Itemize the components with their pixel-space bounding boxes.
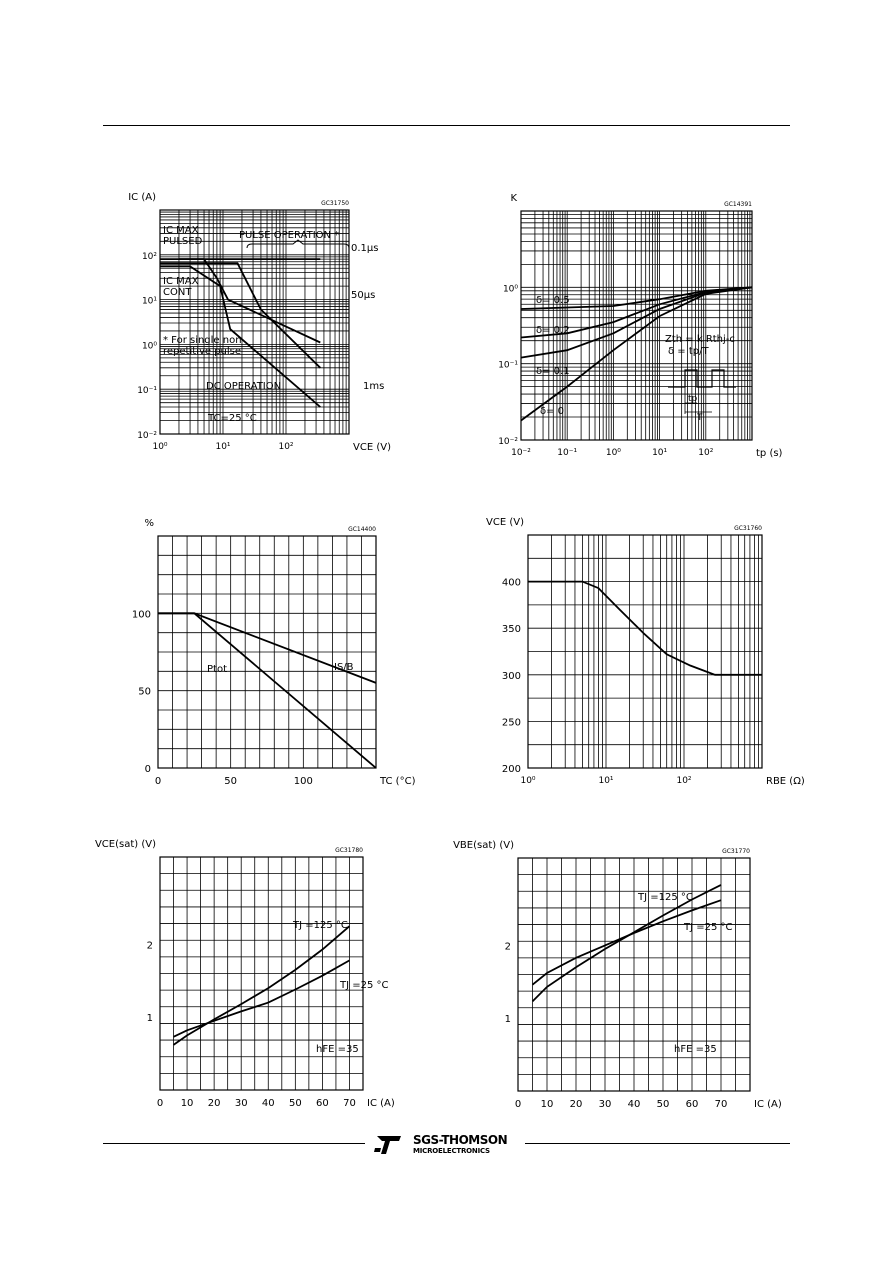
series-line	[174, 926, 350, 1045]
y-axis-label: K	[510, 193, 517, 204]
annotation-t: T	[697, 413, 703, 423]
x-tick-label: 10¹	[598, 776, 614, 786]
x-tick-label: 10²	[676, 776, 692, 786]
annotation-single-pulse: * For single non	[163, 335, 242, 346]
y-tick-label: 350	[501, 624, 521, 636]
annotation-dc-operation: DC OPERATION	[206, 381, 282, 392]
series-line	[179, 259, 320, 342]
x-axis-label: RBE (Ω)	[766, 776, 805, 787]
annotation-ic-max-pulsed: PULSED	[163, 236, 203, 247]
x-tick-label: 30	[598, 1099, 612, 1110]
company-logo	[373, 1133, 523, 1159]
x-tick-label: 20	[569, 1099, 583, 1110]
y-tick-label: 400	[501, 577, 521, 589]
chart-reference: GC31750	[321, 200, 349, 207]
annotation-ic-max-cont: IC MAX	[163, 276, 199, 287]
y-tick-label: 200	[501, 764, 521, 775]
y-tick-label: 10⁻²	[498, 437, 518, 447]
y-tick-label: 100	[131, 609, 151, 621]
x-tick-label: 10⁰	[152, 442, 168, 452]
series-label-delta: δ= 0.5	[536, 295, 570, 306]
series-label-ptot: Ptot	[207, 664, 227, 675]
brand-subtitle: MICROELECTRONICS	[413, 1147, 490, 1155]
y-axis-label: %	[144, 518, 154, 529]
x-tick-label: 60	[685, 1099, 699, 1110]
y-tick-label: 10²	[141, 251, 157, 262]
y-tick-label: 1	[146, 1013, 153, 1025]
y-tick-label: 10⁻¹	[498, 360, 518, 371]
x-tick-label: 60	[316, 1098, 329, 1109]
chart-5	[95, 839, 395, 1109]
chart-grid	[528, 535, 762, 768]
x-axis-label: TC (°C)	[380, 776, 416, 787]
annotation-single-pulse: repetitive pulse	[163, 346, 242, 357]
x-tick-label: 50	[656, 1099, 670, 1110]
brand-name: SGS-THOMSON	[413, 1133, 508, 1147]
y-axis-label: VBE(sat) (V)	[453, 840, 514, 851]
x-tick-label: 50	[224, 776, 238, 787]
y-tick-label: 0	[144, 764, 151, 775]
y-tick-label: 10⁻²	[137, 431, 157, 441]
series-label-tj125: TJ =125 °C	[638, 892, 693, 903]
chart-3	[132, 518, 416, 787]
y-tick-label: 1	[504, 1014, 511, 1026]
chart-reference: GC14400	[348, 526, 376, 533]
y-tick-label: 10⁰	[502, 284, 518, 295]
x-axis-label: IC (A)	[754, 1099, 782, 1110]
y-tick-label: 300	[501, 670, 521, 682]
y-axis-label: IC (A)	[128, 192, 156, 203]
y-tick-label: 10¹	[141, 296, 157, 307]
x-tick-label: 40	[627, 1099, 641, 1110]
chart-grid	[518, 858, 750, 1091]
series-label-delta: δ= 0	[540, 406, 565, 417]
annotation-delta-def: δ = tp/T	[668, 346, 709, 357]
annotation-ic-max-cont: CONT	[163, 287, 192, 298]
annotation-hfe: hFE =35	[316, 1044, 359, 1055]
y-tick-label: 50	[138, 686, 151, 698]
x-tick-label: 0	[514, 1099, 522, 1110]
x-tick-label: 20	[207, 1098, 221, 1109]
footer-rule-right	[525, 1143, 790, 1144]
x-tick-label: 10⁻¹	[557, 448, 578, 458]
annotation-0.1us: 0.1µs	[351, 243, 379, 254]
footer-rule-left	[103, 1143, 365, 1144]
annotation-1ms: 1ms	[363, 381, 385, 392]
y-tick-label: 10⁰	[141, 341, 157, 352]
annotation-tc: TC=25 °C	[208, 413, 257, 424]
x-tick-label: 10²	[278, 442, 294, 452]
annotation-50us: 50µs	[351, 290, 376, 301]
pulse-waveform	[668, 370, 736, 387]
y-tick-label: 250	[501, 717, 521, 729]
x-tick-label: 10⁻²	[511, 448, 531, 458]
chart-grid	[160, 857, 363, 1090]
x-axis-label: tp (s)	[756, 448, 783, 459]
series-line	[533, 900, 722, 985]
x-tick-label: 0	[156, 1098, 164, 1109]
chart-4	[486, 517, 805, 787]
annotation-zth: Zth = k Rthj-c	[665, 334, 735, 345]
x-tick-label: 50	[288, 1098, 302, 1109]
annotation-pulse-operation: PULSE OPERATION *	[239, 230, 340, 241]
y-tick-label: 10⁻¹	[137, 386, 157, 397]
st-logo-icon	[373, 1134, 403, 1156]
y-tick-label: 2	[504, 941, 511, 953]
chart-grid	[158, 536, 376, 768]
chart-reference: GC31780	[335, 847, 363, 854]
chart-reference: GC31770	[722, 848, 750, 855]
series-label-tj25: TJ =25 °C	[684, 922, 733, 933]
x-tick-label: 10	[180, 1098, 194, 1109]
series-line	[174, 960, 350, 1036]
chart-reference: GC14391	[724, 201, 752, 208]
x-tick-label: 70	[343, 1098, 356, 1109]
chart-6	[453, 840, 782, 1110]
y-axis-label: VCE(sat) (V)	[94, 839, 156, 850]
series-label-tj125: TJ =125 °C	[293, 920, 348, 931]
annotation-hfe: hFE =35	[674, 1044, 717, 1055]
x-axis-label: VCE (V)	[353, 442, 391, 453]
x-tick-label: 40	[261, 1098, 275, 1109]
x-tick-label: 10²	[698, 448, 714, 458]
x-tick-label: 10⁰	[520, 776, 536, 786]
x-tick-label: 70	[714, 1099, 728, 1110]
x-axis-label: IC (A)	[367, 1098, 395, 1109]
y-axis-label: VCE (V)	[486, 517, 524, 528]
x-tick-label: 10	[540, 1099, 554, 1110]
series-label-tj25: TJ =25 °C	[340, 980, 389, 991]
annotation-tp: tp	[688, 394, 698, 404]
x-tick-label: 30	[234, 1098, 248, 1109]
series-label-delta: δ= 0.1	[536, 366, 570, 377]
x-tick-label: 0	[154, 776, 162, 787]
annotation-ic-max-pulsed: IC MAX	[163, 225, 199, 236]
x-tick-label: 100	[293, 776, 313, 787]
chart-reference: GC31760	[734, 525, 762, 532]
series-label-isb: IS/B	[334, 662, 354, 673]
series-label-delta: δ= 0.2	[536, 325, 570, 336]
x-tick-label: 10⁰	[605, 448, 621, 458]
x-tick-label: 10¹	[652, 448, 668, 458]
y-tick-label: 2	[146, 940, 153, 952]
x-tick-label: 10¹	[215, 442, 231, 452]
